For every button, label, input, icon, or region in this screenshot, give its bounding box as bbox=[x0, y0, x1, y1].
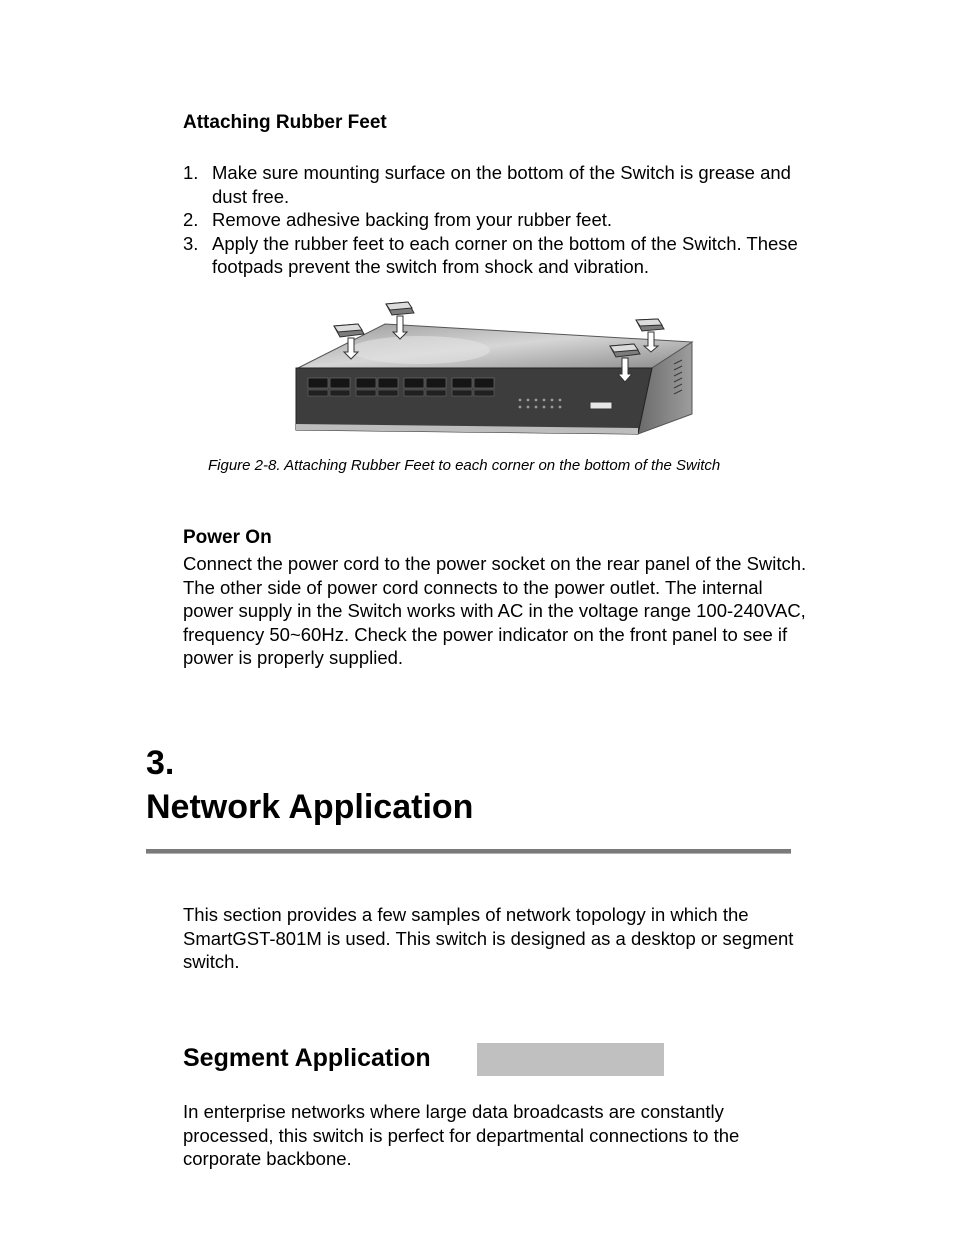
step-number: 3. bbox=[183, 232, 199, 254]
chapter-number: 3. bbox=[146, 744, 175, 782]
rubber-feet-steps bbox=[183, 161, 813, 279]
figure-caption: Figure 2-8. Attaching Rubber Feet to each corner on the bottom of the Switch bbox=[208, 457, 721, 474]
switch-rubber-feet-illustration bbox=[290, 296, 700, 438]
step-number: 2. bbox=[183, 209, 199, 230]
segment-paragraph: In enterprise networks where large data broadcasts are constantly processed, this switch is perfect for departmental connections to the corporate backbone. bbox=[183, 1101, 740, 1169]
segment-application-heading: Segment Application bbox=[183, 1044, 431, 1072]
step-text: Apply the rubber feet to each corner on the bottom of the Switch. These footpads prevent the switch from shock and vibration. bbox=[212, 232, 798, 277]
step-text: Remove adhesive backing from your rubber feet. bbox=[212, 209, 613, 230]
chapter-divider bbox=[146, 849, 791, 854]
power-on-paragraph: Connect the power cord to the power socket on the rear panel of the Switch. The other side of power cord connects to the power outlet. The internal power supply in the Switch works with AC in the voltage range 100-240VAC, frequency 50~60Hz. Check the power indicator on the front panel to see if power is properly supplied. bbox=[183, 553, 807, 668]
step-text: Make sure mounting surface on the bottom of the Switch is grease and dust free. bbox=[212, 162, 791, 207]
highlight-box bbox=[477, 1043, 664, 1076]
list-item bbox=[183, 208, 813, 232]
power-on-heading: Power On bbox=[183, 527, 272, 548]
list-item bbox=[183, 232, 813, 279]
step-number: 1. bbox=[183, 162, 199, 183]
chapter-title: Network Application bbox=[146, 788, 474, 826]
rubber-feet-heading: Attaching Rubber Feet bbox=[183, 112, 387, 133]
chapter-intro-paragraph: This section provides a few samples of network topology in which the SmartGST-801M is used. This switch is designed as a desktop or segment switch. bbox=[183, 904, 794, 972]
list-item bbox=[183, 161, 813, 208]
